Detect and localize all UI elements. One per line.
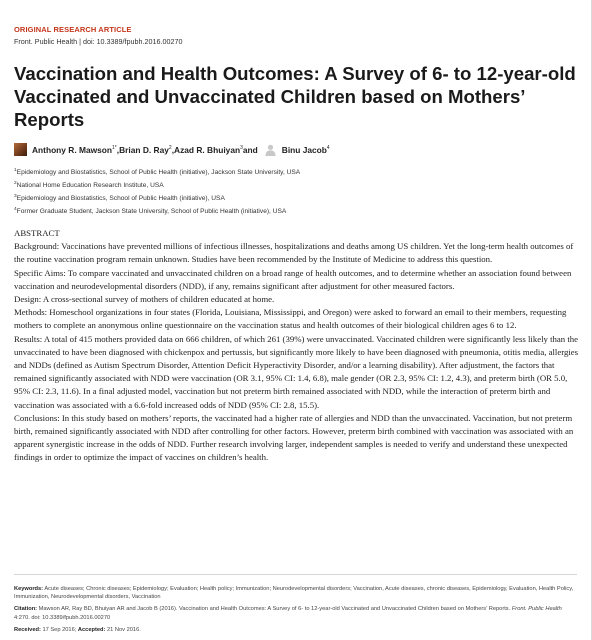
affiliation-item: $^2$National Home Education Research Institute, USA <box>14 180 164 190</box>
author-separator: and <box>242 144 258 155</box>
citation-doi[interactable]: 4:270. doi: 10.3389/fpubh.2016.00270 <box>14 614 111 621</box>
author-name[interactable]: Brian D. Ray$^2$ <box>119 144 172 155</box>
received-label: Received: <box>14 626 41 633</box>
received-date: 17 Sep 2016; <box>42 626 77 633</box>
abstract-specific-aims: Specific Aims: To compare vaccinated and unvaccinated children on a broad range of health outcomes, and to determine whether an association found between vaccination and neurodevelopmental disorders (NDD), if any, remains significant after adjustment for other measured factors. <box>14 267 572 291</box>
abstract-background: Background: Vaccinations have prevented millions of infectious illnesses, hospitalizations and deaths among US children. Yet the long-term health outcomes of the routine vaccination program remain unknown. Studies have been recommended by the Institute of Medicine to address this question. <box>14 241 574 265</box>
journal-doi-line[interactable]: Front. Public Health | doi: 10.3389/fpubh.2016.00270 <box>14 37 183 46</box>
author-list <box>14 143 574 156</box>
affiliation-item: $^4$Former Graduate Student, Jackson State University, School of Public Health (initiative), USA <box>14 206 287 216</box>
citation-label: Citation: <box>14 606 38 613</box>
abstract-results: Results: A total of 415 mothers provided data on 666 children, of which 261 (39%) were unvaccinated. Vaccinated children were significantly less likely than the unvaccinated to have been diagnosed with chickenpox and pertussis, but significantly more likely to have been diagnosed with pneumonia, otitis media, allergies and NDDs (defined as Autism Spectrum Disorder, Attention Deficit Hyperactivity Disorder, and/or a learning disability). After adjustment, the factors that remained significantly associated with NDD were vaccination (OR 3.1, 95% CI: 1.4, 6.8), male gender (OR 2.3, 95% CI: 1.2, 4.3), and preterm birth (OR 5.0, 95% CI: 2.3, 11.6). In a final adjusted model, vaccination but not preterm birth remained associated with NDD, while the interaction of preterm birth and vaccination was associated with a 6.6-fold increased odds of NDD (95% CI: 2.8, 15.5). <box>14 333 579 410</box>
keywords-label: Keywords: <box>14 586 44 592</box>
article-type-label: ORIGINAL RESEARCH ARTICLE <box>14 25 132 34</box>
author-separator: , <box>116 144 120 155</box>
citation-text: Mawson AR, Ray BD, Bhuiyan AR and Jacob B (2016). Vaccination and Health Outcomes: A Survey of 6- to 12-year-old Vaccinated and Unvaccinated Children based on Mothers’ Reports. <box>38 606 511 613</box>
abstract-section <box>14 227 580 465</box>
abstract-conclusions: Conclusions: In this study based on mothers’ reports, the vaccinated had a higher rate of allergies and NDD than the unvaccinated. Vaccination, but not preterm birth, remained significantly associated with NDD after controlling for other factors. However, preterm birth combined with vaccination was associated with an apparent synergistic increase in the odds of NDD. Further research involving larger, independent samples is needed to verify and understand these unexpected findings in order to optimize the impact of vaccines on children’s health. <box>14 412 574 463</box>
author-name[interactable]: Binu Jacob$^4$ <box>281 144 330 155</box>
author-photo-icon[interactable] <box>14 143 27 156</box>
keywords-text: Acute diseases; Chronic diseases; Epidemiology; Evaluation; Health policy; Immunization; Neurodevelopmental disorders; Vaccination, Acute diseases, chronic diseases, Epidemiology, Evaluation, Health Policy, Immunization, Neurodevelopmental disorders, Vaccination <box>14 586 574 601</box>
dates-line <box>14 626 577 634</box>
abstract-heading: ABSTRACT <box>14 228 60 238</box>
citation-line <box>14 605 577 621</box>
accepted-label: Accepted: <box>77 626 106 633</box>
author-separator: , <box>171 144 175 155</box>
article-title: Vaccination and Health Outcomes: A Survey of 6- to 12-year-old Vaccinated and Unvaccinated Children based on Mothers’ Reports <box>14 63 576 130</box>
citation-journal: Front. Public Health <box>511 606 562 613</box>
affiliation-item: $^3$Epidemiology and Biostatistics, School of Public Health (initiative), USA <box>14 193 225 203</box>
author-name[interactable]: Anthony R. Mawson$^{1*}$ <box>32 144 117 155</box>
accepted-date: 21 Nov 2016. <box>107 626 141 633</box>
article-footer <box>14 585 577 638</box>
abstract-design: Design: A cross-sectional survey of mothers of children educated at home. <box>14 294 275 305</box>
author-placeholder-icon <box>264 143 277 156</box>
keywords-line <box>14 585 577 601</box>
affiliation-item: $^1$Epidemiology and Biostatistics, School of Public Health (initiative), Jackson State University, USA <box>14 168 301 177</box>
abstract-methods: Methods: Homeschool organizations in four states (Florida, Louisiana, Mississippi, and Oregon) were asked to forward an email to their members, requesting mothers to complete an anonymous online questionnaire on the vaccination status and health outcomes of their biological children ages 6 to 12. <box>14 307 567 331</box>
affiliation-list <box>14 166 574 218</box>
footer-divider <box>14 574 577 575</box>
author-name[interactable]: Azad R. Bhuiyan$^3$ <box>174 144 243 155</box>
